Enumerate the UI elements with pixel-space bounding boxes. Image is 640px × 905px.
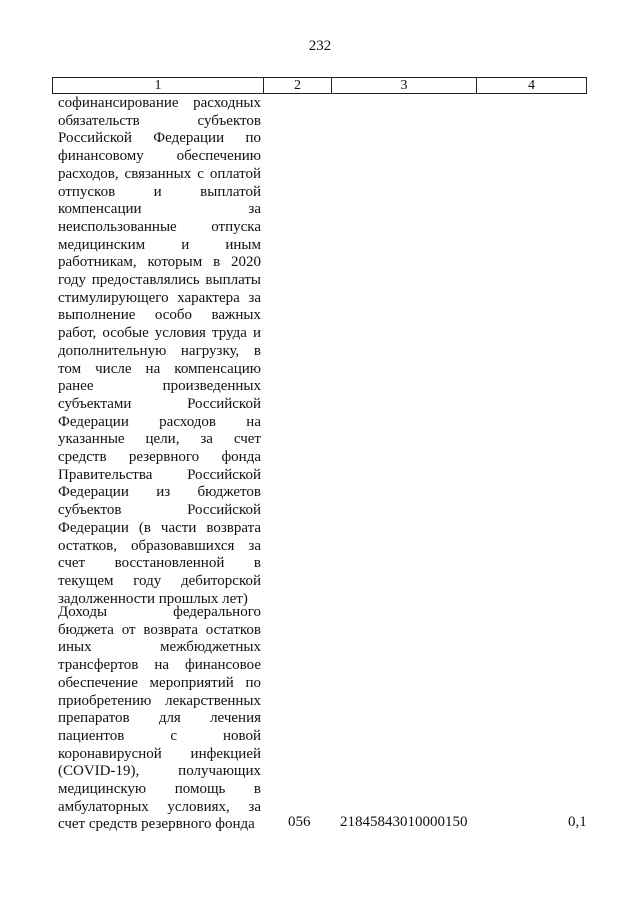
description-line: стимулирующего характера за	[58, 289, 261, 306]
description-line: том числе на компенсацию	[58, 360, 261, 377]
description-line: Федерации (в части возврата	[58, 519, 261, 536]
description-line: году предоставлялись выплаты	[58, 272, 261, 289]
description-line: работ, особые условия труда и	[58, 325, 261, 342]
description-line: препаратов для лечения	[58, 710, 261, 727]
page-number: 232	[308, 38, 332, 54]
description-line: субъектами Российской	[58, 395, 261, 412]
description-line: расходов, связанных с оплатой	[58, 165, 261, 182]
description-line: дополнительную нагрузку, в	[58, 342, 261, 359]
admin-code-cell: 056	[288, 814, 311, 830]
description-line: (COVID-19), получающих	[58, 763, 261, 780]
description-line: работникам, которым в 2020	[58, 254, 261, 271]
description-line: обеспечение мероприятий по	[58, 674, 261, 691]
description-line: средств резервного фонда	[58, 449, 261, 466]
description-line: софинансирование расходных	[58, 95, 261, 111]
column-header-row	[53, 78, 587, 94]
row-description-2	[58, 604, 261, 834]
column-header-3: 3	[332, 78, 477, 94]
description-line: Доходы федерального	[58, 604, 261, 620]
column-header-2: 2	[264, 78, 332, 94]
kbk-code-cell: 21845843010000150	[340, 814, 468, 830]
column-header-table	[52, 77, 587, 94]
description-line: медицинскую помощь в	[58, 781, 261, 798]
description-line: иных межбюджетных	[58, 639, 261, 656]
description-line: Правительства Российской	[58, 466, 261, 483]
description-line: приобретению лекарственных	[58, 692, 261, 709]
description-line: коронавирусной инфекцией	[58, 745, 261, 762]
description-line: ранее произведенных	[58, 378, 261, 395]
description-line: пациентов с новой	[58, 727, 261, 744]
description-line: выполнение особо важных	[58, 307, 261, 324]
column-header-1: 1	[53, 78, 264, 94]
description-line: субъектов Российской	[58, 502, 261, 519]
description-line: обязательств субъектов	[58, 112, 261, 129]
description-line: трансфертов на финансовое	[58, 657, 261, 674]
description-line: финансовому обеспечению	[58, 148, 261, 165]
description-line: Федерации из бюджетов	[58, 484, 261, 501]
row-description-continued	[58, 95, 261, 608]
description-line: компенсации за	[58, 201, 261, 218]
description-line: неиспользованные отпуска	[58, 218, 261, 235]
description-line: текущем году дебиторской	[58, 572, 261, 589]
description-line: Федерации расходов на	[58, 413, 261, 430]
description-line: отпусков и выплатой	[58, 183, 261, 200]
amount-cell: 0,1	[568, 814, 587, 830]
description-line: остатков, образовавшихся за	[58, 537, 261, 554]
description-line: амбулаторных условиях, за	[58, 798, 261, 815]
description-line: медицинским и иным	[58, 236, 261, 253]
description-line: задолженности прошлых лет)	[58, 590, 248, 607]
description-line: счет средств резервного фонда	[58, 816, 255, 833]
description-line: Российской Федерации по	[58, 130, 261, 147]
description-line: бюджета от возврата остатков	[58, 621, 261, 638]
description-line: счет восстановленной в	[58, 555, 261, 572]
description-line: указанные цели, за счет	[58, 431, 261, 448]
column-header-4: 4	[477, 78, 587, 94]
